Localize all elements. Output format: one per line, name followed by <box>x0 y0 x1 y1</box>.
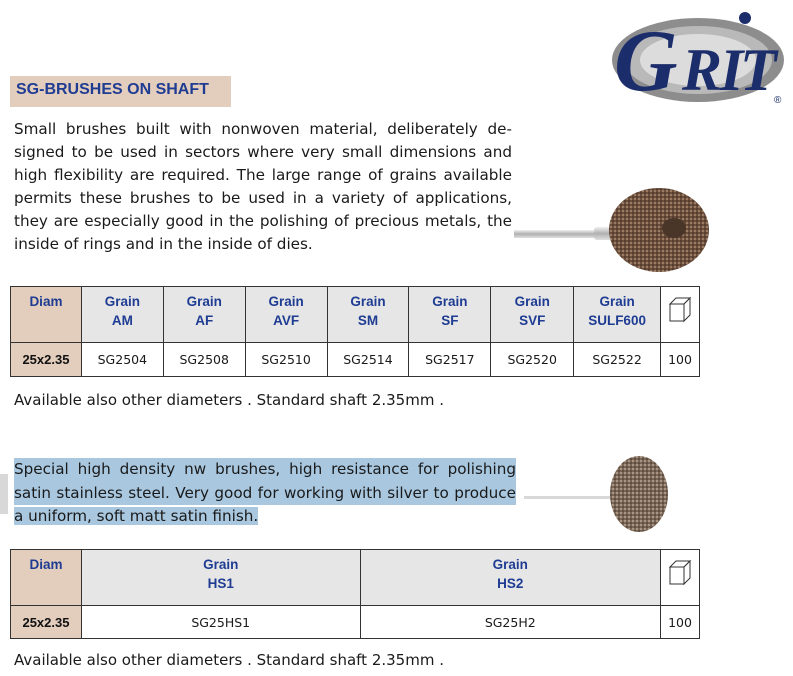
product-table-2 <box>10 549 700 639</box>
header-grain-sm: Grain SM <box>327 287 409 343</box>
cell-code: SG2514 <box>327 343 409 377</box>
cell-code: SG25HS1 <box>81 606 360 639</box>
section-title: SG-BRUSHES ON SHAFT <box>10 76 231 107</box>
cell-code: SG25H2 <box>360 606 661 639</box>
header-grain-svf: Grain SVF <box>491 287 574 343</box>
cell-code: SG2520 <box>491 343 574 377</box>
availability-note: Available also other diameters . Standard shaft 2.35mm . <box>14 391 444 409</box>
svg-text:T: T <box>740 37 777 103</box>
brush-image <box>524 452 669 542</box>
header-box <box>661 550 700 606</box>
cell-pack-qty: 100 <box>661 606 700 639</box>
section-description: Small brushes built with nonwoven material, deliberately de- signed to be used in sectors where very small dimensions and high flexibility are required. The large range of grains available permits these brushes to be used in a variety of applications, they are especially good in the polishing of precious metals, the inside of rings and in the inside of dies. <box>14 120 512 253</box>
header-diam: Diam <box>11 550 82 606</box>
registered-mark: ® <box>774 95 782 106</box>
grit-logo <box>606 8 791 108</box>
cell-pack-qty: 100 <box>661 343 700 377</box>
header-grain-sf: Grain SF <box>409 287 491 343</box>
header-box <box>661 287 700 343</box>
availability-note: Available also other diameters . Standard shaft 2.35mm . <box>14 651 444 669</box>
cell-code: SG2522 <box>574 343 661 377</box>
cell-diam: 25x2.35 <box>11 343 82 377</box>
box-icon <box>667 294 693 324</box>
cell-diam: 25x2.35 <box>11 606 82 639</box>
section2-description: Special high density nw brushes, high resistance for polishing satin stainless steel. Very good for working with silver to produce a uniform, soft matt satin finish. <box>14 460 516 525</box>
svg-text:G: G <box>614 13 678 108</box>
cell-code: SG2504 <box>81 343 163 377</box>
cell-code: SG2510 <box>245 343 327 377</box>
margin-marker <box>0 474 8 514</box>
header-grain-af: Grain AF <box>163 287 245 343</box>
header-grain-hs2: Grain HS2 <box>360 550 661 606</box>
brush-image <box>514 186 714 276</box>
header-grain-sulf600: Grain SULF600 <box>574 287 661 343</box>
product-table-1 <box>10 286 700 377</box>
header-grain-avf: Grain AVF <box>245 287 327 343</box>
header-diam: Diam <box>11 287 82 343</box>
cell-code: SG2517 <box>409 343 491 377</box>
cell-code: SG2508 <box>163 343 245 377</box>
box-icon <box>667 557 693 587</box>
header-grain-hs1: Grain HS1 <box>81 550 360 606</box>
header-grain-am: Grain AM <box>81 287 163 343</box>
svg-text:R: R <box>682 37 723 103</box>
svg-text:I: I <box>720 37 744 103</box>
